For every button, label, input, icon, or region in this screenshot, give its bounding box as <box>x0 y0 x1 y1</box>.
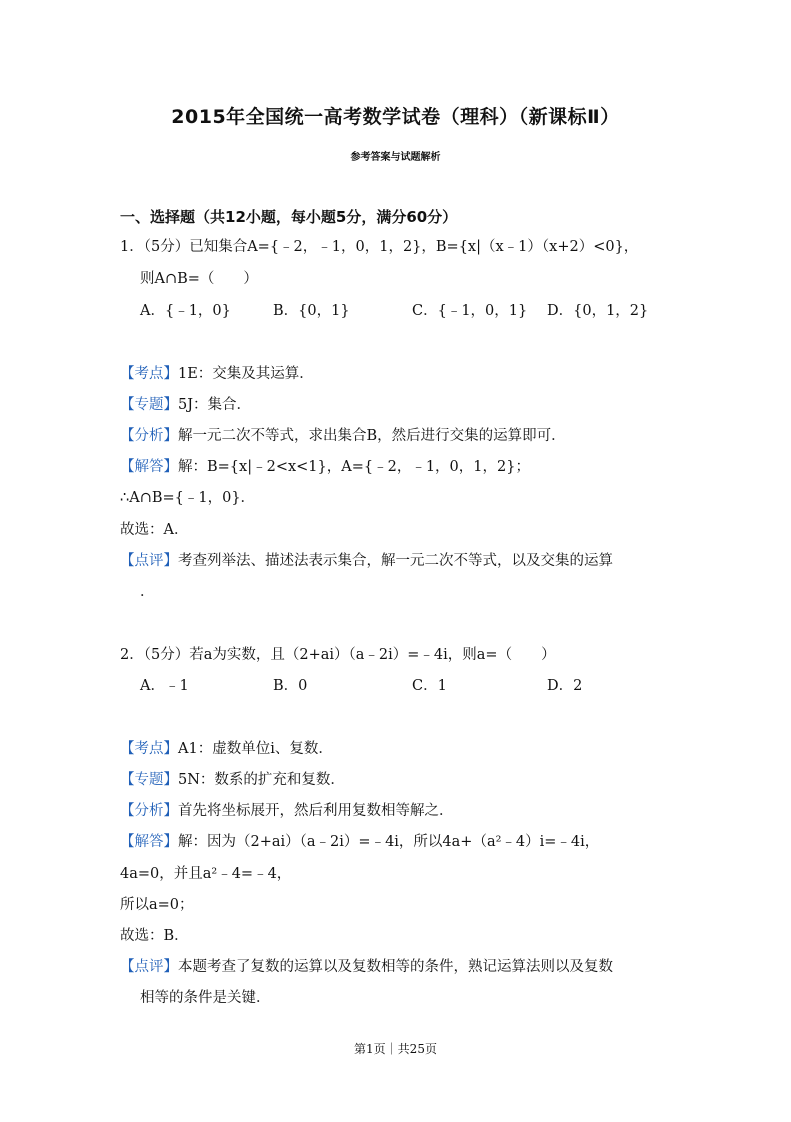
document-subtitle: 参考答案与试题解析 <box>350 152 441 163</box>
q1-option-d: D．{0，1，2} <box>547 303 649 319</box>
section-heading: 一、选择题（共12小题，每小题5分，满分60分） <box>120 208 458 226</box>
q2-zhuanti-text: 5N：数系的扩充和复数． <box>178 772 345 788</box>
q2-fenxi <box>120 801 454 821</box>
q2-zhuanti <box>120 770 345 790</box>
q1-dianping <box>120 551 613 571</box>
q1-jieda <box>120 457 530 477</box>
q1-kaodian-tag: 【考点】 <box>120 366 178 382</box>
q1-jieda-line2: ∴A∩B={﹣1，0}． <box>120 490 256 506</box>
q2-fenxi-tag: 【分析】 <box>120 803 178 819</box>
q1-option-a: A．{﹣1，0} <box>140 303 231 319</box>
q1-kaodian <box>120 364 314 384</box>
q2-jieda-line4: 故选：B． <box>120 928 189 944</box>
q2-option-d: D．2 <box>547 678 583 694</box>
q1-zhuanti <box>120 395 251 415</box>
document-title: 2015年全国统一高考数学试卷（理科）（新课标Ⅱ） <box>171 106 620 128</box>
q1-dianping-tag: 【点评】 <box>120 553 178 569</box>
q1-dianping-text: 考查列举法、描述法表示集合，解一元二次不等式，以及交集的运算 <box>178 553 613 569</box>
q1-stem-line1: 1．（5分）已知集合A={﹣2，﹣1，0，1，2}，B={x|（x﹣1）（x+2）<0}， <box>120 239 639 255</box>
q1-jieda-tag: 【解答】 <box>120 459 178 475</box>
q1-dianping-line2: ． <box>140 584 155 600</box>
q2-fenxi-text: 首先将坐标展开，然后利用复数相等解之． <box>178 803 454 819</box>
q1-kaodian-text: 1E：交集及其运算． <box>178 366 314 382</box>
q2-jieda-line2: 4a=0，并且a²﹣4=﹣4， <box>120 866 292 882</box>
q1-zhuanti-tag: 【专题】 <box>120 397 178 413</box>
q2-dianping-line2: 相等的条件是关键． <box>140 990 271 1006</box>
page-footer: 第1页｜共25页 <box>354 1042 437 1056</box>
q2-dianping-text: 本题考查了复数的运算以及复数相等的条件，熟记运算法则以及复数 <box>178 959 613 975</box>
q2-jieda <box>120 832 599 852</box>
q2-kaodian <box>120 739 333 759</box>
q2-option-c: C．1 <box>412 678 447 694</box>
q2-dianping-tag: 【点评】 <box>120 959 178 975</box>
q2-jieda-line3: 所以a=0； <box>120 897 194 913</box>
q2-stem-line1: 2．（5分）若a为实数，且（2+ai）（a﹣2i）=﹣4i，则a=（ ） <box>120 647 556 663</box>
q2-jieda-text: 解：因为（2+ai）（a﹣2i）=﹣4i，所以4a+（a²﹣4）i=﹣4i， <box>178 834 600 850</box>
q1-zhuanti-text: 5J：集合． <box>178 397 252 413</box>
q2-zhuanti-tag: 【专题】 <box>120 772 178 788</box>
q2-kaodian-text: A1：虚数单位i、复数． <box>178 741 333 757</box>
q2-dianping <box>120 957 613 977</box>
q1-fenxi <box>120 426 566 446</box>
q1-jieda-line3: 故选：A． <box>120 522 189 538</box>
q1-option-c: C．{﹣1，0，1} <box>412 303 528 319</box>
q1-fenxi-text: 解一元二次不等式，求出集合B，然后进行交集的运算即可． <box>178 428 566 444</box>
q1-jieda-text: 解：B={x|﹣2<x<1}，A={﹣2，﹣1，0，1，2}； <box>178 459 530 475</box>
q2-option-b: B．0 <box>273 678 308 694</box>
q1-option-b: B．{0，1} <box>273 303 350 319</box>
q2-kaodian-tag: 【考点】 <box>120 741 178 757</box>
q2-option-a: A．﹣1 <box>140 678 189 694</box>
q1-stem-line2: 则A∩B=（ ） <box>140 271 258 287</box>
q1-fenxi-tag: 【分析】 <box>120 428 178 444</box>
q2-jieda-tag: 【解答】 <box>120 834 178 850</box>
